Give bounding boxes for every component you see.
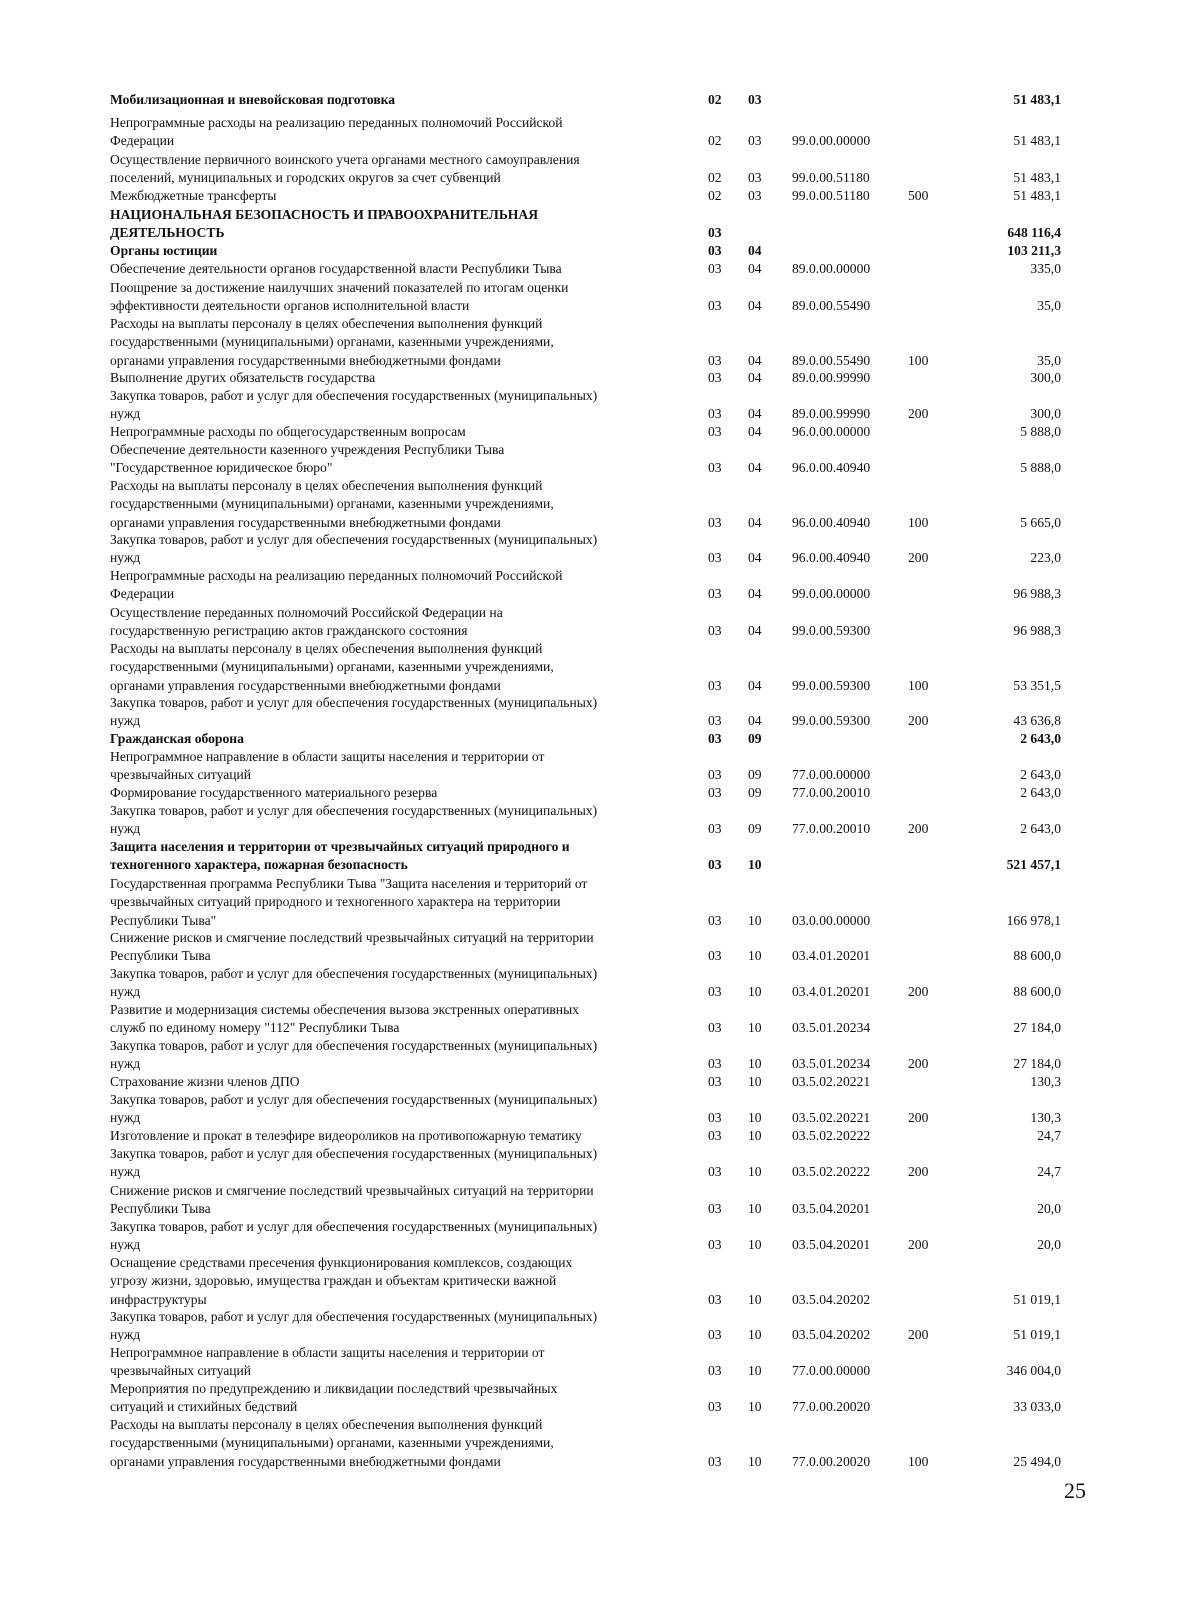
row-subsection-code: 09 [748, 730, 762, 746]
row-description: Страхование жизни членов ДПО [110, 1074, 300, 1089]
row-section-code: 03 [708, 1399, 722, 1415]
row-subsection-code: 10 [748, 1020, 762, 1036]
row-subsection-code: 10 [748, 1237, 762, 1253]
table-row [0, 730, 1200, 748]
row-description: Закупка товаров, работ и услуг для обеспечения государственных (муниципальных) нужд [110, 966, 598, 1000]
row-subsection-code: 04 [748, 460, 762, 476]
row-section-code: 03 [708, 242, 722, 258]
row-description: Расходы на выплаты персоналу в целях обеспечения выполнения функций государственными (муниципальными) органами, казенными учреждениями, органами управления государственными внебюджетными фондами [110, 478, 554, 530]
row-amount: 24,7 [1037, 1164, 1061, 1180]
table-row [0, 567, 1200, 604]
row-target-article: 96.0.00.00000 [792, 423, 871, 439]
row-section-code: 03 [708, 784, 722, 800]
row-subsection-code: 04 [748, 352, 762, 368]
row-expense-type: 200 [908, 406, 929, 422]
row-amount: 521 457,1 [1006, 857, 1061, 873]
row-amount: 88 600,0 [1013, 984, 1061, 1000]
row-target-article: 03.4.01.20201 [792, 948, 871, 964]
table-row [0, 875, 1200, 930]
row-section-code: 03 [708, 857, 722, 873]
row-description: Закупка товаров, работ и услуг для обеспечения государственных (муниципальных) нужд [110, 1092, 598, 1126]
row-section-code: 03 [708, 352, 722, 368]
row-section-code: 03 [708, 1020, 722, 1036]
row-section-code: 02 [708, 133, 722, 149]
table-row [0, 114, 1200, 151]
row-section-code: 03 [708, 912, 722, 928]
row-section-code: 03 [708, 1363, 722, 1379]
table-row [0, 151, 1200, 188]
row-target-article: 03.5.04.20201 [792, 1201, 871, 1217]
row-section-code: 03 [708, 1237, 722, 1253]
row-target-article: 99.0.00.51180 [792, 187, 870, 203]
row-subsection-code: 10 [748, 1201, 762, 1217]
row-target-article: 03.5.04.20202 [792, 1327, 871, 1343]
row-subsection-code: 04 [748, 514, 762, 530]
table-row [0, 1037, 1200, 1074]
row-section-code: 03 [708, 1291, 722, 1307]
row-amount: 300,0 [1030, 369, 1061, 385]
row-section-code: 03 [708, 623, 722, 639]
table-row [0, 929, 1200, 966]
row-description: Формирование государственного материального резерва [110, 785, 438, 800]
row-expense-type: 100 [908, 352, 929, 368]
row-description: Непрограммные расходы по общегосударственным вопросам [110, 424, 466, 439]
row-target-article: 99.0.00.00000 [792, 133, 871, 149]
row-subsection-code: 10 [748, 912, 762, 928]
row-expense-type: 200 [908, 713, 929, 729]
row-target-article: 96.0.00.40940 [792, 514, 871, 530]
row-amount: 223,0 [1030, 550, 1061, 566]
row-amount: 5 888,0 [1020, 460, 1061, 476]
row-subsection-code: 10 [748, 948, 762, 964]
row-target-article: 99.0.00.59300 [792, 677, 871, 693]
row-description: Мероприятия по предупреждению и ликвидации последствий чрезвычайных ситуаций и стихийных бедствий [110, 1381, 558, 1415]
row-description: Закупка товаров, работ и услуг для обеспечения государственных (муниципальных) нужд [110, 695, 598, 729]
table-row [0, 1127, 1200, 1145]
row-subsection-code: 04 [748, 550, 762, 566]
row-amount: 96 988,3 [1013, 586, 1061, 602]
row-section-code: 03 [708, 677, 722, 693]
row-target-article: 89.0.00.00000 [792, 260, 871, 276]
row-description: Обеспечение деятельности органов государственной власти Республики Тыва [110, 261, 562, 276]
row-description: Расходы на выплаты персоналу в целях обеспечения выполнения функций государственными (муниципальными) органами, казенными учреждениями, органами управления государственными внебюджетными фондами [110, 1417, 554, 1469]
row-target-article: 96.0.00.40940 [792, 550, 871, 566]
row-amount: 88 600,0 [1013, 948, 1061, 964]
row-target-article: 99.0.00.51180 [792, 170, 870, 186]
row-section-code: 03 [708, 821, 722, 837]
page-number: 25 [1064, 1478, 1086, 1503]
row-section-code: 03 [708, 423, 722, 439]
row-target-article: 03.5.04.20202 [792, 1291, 871, 1307]
row-target-article: 99.0.00.59300 [792, 713, 871, 729]
table-row [0, 242, 1200, 260]
row-description: Осуществление первичного воинского учета органами местного самоуправления поселений, муниципальных и городских округов за счет субвенций [110, 152, 580, 186]
row-description: Межбюджетные трансферты [110, 188, 277, 203]
row-section-code: 03 [708, 1327, 722, 1343]
row-subsection-code: 09 [748, 784, 762, 800]
row-expense-type: 200 [908, 1327, 929, 1343]
row-subsection-code: 10 [748, 1453, 762, 1469]
table-row [0, 187, 1200, 205]
row-target-article: 77.0.00.00000 [792, 1363, 871, 1379]
row-amount: 5 665,0 [1020, 514, 1061, 530]
table-row [0, 423, 1200, 441]
table-row [0, 1416, 1200, 1471]
row-target-article: 03.5.01.20234 [792, 1056, 871, 1072]
row-amount: 130,3 [1030, 1110, 1061, 1126]
table-row [0, 965, 1200, 1002]
row-amount: 2 643,0 [1020, 784, 1061, 800]
row-amount: 27 184,0 [1013, 1056, 1061, 1072]
row-expense-type: 100 [908, 677, 929, 693]
table-row [0, 369, 1200, 387]
row-description: Изготовление и прокат в телеэфире видеороликов на противопожарную тематику [110, 1128, 582, 1143]
row-description: Гражданская оборона [110, 731, 244, 746]
row-target-article: 03.5.02.20221 [792, 1110, 871, 1126]
row-description: Расходы на выплаты персоналу в целях обеспечения выполнения функций государственными (муниципальными) органами, казенными учреждениями, органами управления государственными внебюджетными фондами [110, 641, 554, 693]
row-subsection-code: 04 [748, 406, 762, 422]
row-section-code: 03 [708, 1110, 722, 1126]
row-amount: 53 351,5 [1013, 677, 1061, 693]
row-target-article: 89.0.00.99990 [792, 369, 871, 385]
row-target-article: 03.5.04.20201 [792, 1237, 871, 1253]
row-section-code: 03 [708, 1164, 722, 1180]
row-amount: 300,0 [1030, 406, 1061, 422]
row-amount: 96 988,3 [1013, 623, 1061, 639]
table-row [0, 315, 1200, 370]
row-amount: 5 888,0 [1020, 423, 1061, 439]
row-section-code: 03 [708, 298, 722, 314]
row-amount: 166 978,1 [1006, 912, 1061, 928]
row-amount: 20,0 [1037, 1201, 1061, 1217]
row-target-article: 89.0.00.55490 [792, 352, 871, 368]
row-description: Закупка товаров, работ и услуг для обеспечения государственных (муниципальных) нужд [110, 1219, 598, 1253]
row-section-code: 03 [708, 1453, 722, 1469]
row-description: Закупка товаров, работ и услуг для обеспечения государственных (муниципальных) нужд [110, 532, 598, 566]
row-target-article: 77.0.00.20020 [792, 1453, 871, 1469]
row-description: Выполнение других обязательств государства [110, 370, 376, 385]
row-amount: 130,3 [1030, 1073, 1061, 1089]
table-row [0, 279, 1200, 316]
table-row [0, 1254, 1200, 1309]
row-subsection-code: 10 [748, 1110, 762, 1126]
row-section-code: 03 [708, 1073, 722, 1089]
row-subsection-code: 10 [748, 1399, 762, 1415]
row-description: Поощрение за достижение наилучших значений показателей по итогам оценки эффективности деятельности органов исполнительной власти [110, 280, 569, 314]
row-subsection-code: 03 [748, 187, 762, 203]
row-description: Непрограммные расходы на реализацию переданных полномочий Российской Федерации [110, 568, 563, 602]
table-row [0, 441, 1200, 478]
row-amount: 103 211,3 [1007, 242, 1061, 258]
table-row [0, 640, 1200, 695]
row-subsection-code: 04 [748, 586, 762, 602]
row-description: Обеспечение деятельности казенного учреждения Республики Тыва "Государственное юридическое бюро" [110, 442, 505, 476]
table-row [0, 784, 1200, 802]
row-subsection-code: 04 [748, 677, 762, 693]
row-description: Органы юстиции [110, 243, 218, 258]
row-subsection-code: 03 [748, 91, 762, 107]
row-expense-type: 200 [908, 1110, 929, 1126]
row-target-article: 96.0.00.40940 [792, 460, 871, 476]
row-section-code: 03 [708, 767, 722, 783]
row-description: Мобилизационная и вневойсковая подготовка [110, 92, 396, 107]
row-target-article: 77.0.00.00000 [792, 767, 871, 783]
row-expense-type: 100 [908, 514, 929, 530]
row-section-code: 03 [708, 514, 722, 530]
row-section-code: 02 [708, 91, 722, 107]
row-subsection-code: 10 [748, 1363, 762, 1379]
row-description: Закупка товаров, работ и услуг для обеспечения государственных (муниципальных) нужд [110, 388, 598, 422]
row-subsection-code: 09 [748, 821, 762, 837]
row-subsection-code: 10 [748, 1056, 762, 1072]
row-description: Государственная программа Республики Тыва "Защита населения и территорий от чрезвычайных ситуаций природного и техногенного характера на территории Республики Тыва" [110, 876, 588, 928]
row-description: Непрограммное направление в области защиты населения и территории от чрезвычайных ситуаций [110, 1345, 545, 1379]
table-row [0, 531, 1200, 568]
row-section-code: 03 [708, 586, 722, 602]
row-description: Защита населения и территории от чрезвычайных ситуаций природного и техногенного характера, пожарная безопасность [110, 839, 570, 873]
row-subsection-code: 10 [748, 857, 762, 873]
table-row [0, 1073, 1200, 1091]
row-description: Оснащение средствами пресечения функционирования комплексов, создающих угрозу жизни, здоровью, имущества граждан и объектам критически важной инфраструктуры [110, 1255, 573, 1307]
row-target-article: 03.4.01.20201 [792, 984, 871, 1000]
row-amount: 51 019,1 [1013, 1291, 1061, 1307]
row-amount: 27 184,0 [1013, 1020, 1061, 1036]
row-section-code: 03 [708, 730, 722, 746]
row-subsection-code: 10 [748, 1164, 762, 1180]
table-row [0, 1218, 1200, 1255]
row-section-code: 03 [708, 225, 722, 241]
row-amount: 33 033,0 [1013, 1399, 1061, 1415]
table-row [0, 91, 1200, 109]
row-amount: 51 019,1 [1013, 1327, 1061, 1343]
table-row [0, 1380, 1200, 1417]
row-amount: 648 116,4 [1007, 225, 1061, 241]
row-section-code: 03 [708, 369, 722, 385]
row-section-code: 03 [708, 948, 722, 964]
row-target-article: 99.0.00.00000 [792, 586, 871, 602]
table-row [0, 1308, 1200, 1345]
row-subsection-code: 10 [748, 1291, 762, 1307]
row-target-article: 03.5.02.20221 [792, 1073, 871, 1089]
table-row [0, 1344, 1200, 1381]
row-section-code: 02 [708, 187, 722, 203]
table-row [0, 206, 1200, 243]
row-subsection-code: 10 [748, 1073, 762, 1089]
table-row [0, 1145, 1200, 1182]
row-amount: 43 636,8 [1013, 713, 1061, 729]
row-target-article: 03.5.02.20222 [792, 1164, 871, 1180]
row-description: Закупка товаров, работ и услуг для обеспечения государственных (муниципальных) нужд [110, 1309, 598, 1343]
row-subsection-code: 10 [748, 1127, 762, 1143]
row-subsection-code: 04 [748, 713, 762, 729]
row-subsection-code: 04 [748, 260, 762, 276]
table-row [0, 694, 1200, 731]
row-section-code: 02 [708, 170, 722, 186]
row-subsection-code: 04 [748, 242, 762, 258]
row-subsection-code: 04 [748, 369, 762, 385]
row-target-article: 03.5.01.20234 [792, 1020, 871, 1036]
row-target-article: 77.0.00.20020 [792, 1399, 871, 1415]
table-row [0, 748, 1200, 785]
row-expense-type: 100 [908, 1453, 929, 1469]
row-target-article: 03.0.00.00000 [792, 912, 871, 928]
row-amount: 51 483,1 [1013, 187, 1061, 203]
row-amount: 35,0 [1037, 352, 1061, 368]
row-target-article: 77.0.00.20010 [792, 821, 871, 837]
row-expense-type: 200 [908, 1164, 929, 1180]
table-row [0, 1091, 1200, 1128]
row-section-code: 03 [708, 260, 722, 276]
row-description: Расходы на выплаты персоналу в целях обеспечения выполнения функций государственными (муниципальными) органами, казенными учреждениями, органами управления государственными внебюджетными фондами [110, 316, 554, 368]
row-amount: 2 643,0 [1020, 767, 1061, 783]
row-expense-type: 200 [908, 1056, 929, 1072]
table-row [0, 802, 1200, 839]
row-expense-type: 200 [908, 984, 929, 1000]
table-row [0, 260, 1200, 278]
row-subsection-code: 03 [748, 133, 762, 149]
row-description: Закупка товаров, работ и услуг для обеспечения государственных (муниципальных) нужд [110, 803, 598, 837]
row-description: Непрограммные расходы на реализацию переданных полномочий Российской Федерации [110, 115, 563, 149]
table-row [0, 604, 1200, 641]
row-section-code: 03 [708, 406, 722, 422]
row-amount: 20,0 [1037, 1237, 1061, 1253]
row-amount: 24,7 [1037, 1127, 1061, 1143]
row-description: Осуществление переданных полномочий Российской Федерации на государственную регистрацию актов гражданского состояния [110, 605, 503, 639]
row-amount: 335,0 [1030, 260, 1061, 276]
row-description: Непрограммное направление в области защиты населения и территории от чрезвычайных ситуаций [110, 749, 545, 783]
row-section-code: 03 [708, 1056, 722, 1072]
row-amount: 51 483,1 [1013, 133, 1061, 149]
row-description: Развитие и модернизация системы обеспечения вызова экстренных оперативных служб по единому номеру "112" Республики Тыва [110, 1002, 579, 1036]
row-section-code: 03 [708, 460, 722, 476]
row-description: Снижение рисков и смягчение последствий чрезвычайных ситуаций на территории Республики Тыва [110, 1183, 594, 1217]
row-description: НАЦИОНАЛЬНАЯ БЕЗОПАСНОСТЬ И ПРАВООХРАНИТЕЛЬНАЯ ДЕЯТЕЛЬНОСТЬ [110, 207, 539, 241]
row-amount: 35,0 [1037, 298, 1061, 314]
row-description: Закупка товаров, работ и услуг для обеспечения государственных (муниципальных) нужд [110, 1146, 598, 1180]
row-amount: 2 643,0 [1020, 821, 1061, 837]
row-subsection-code: 10 [748, 1327, 762, 1343]
row-expense-type: 500 [908, 187, 929, 203]
table-row [0, 838, 1200, 875]
row-subsection-code: 04 [748, 623, 762, 639]
row-target-article: 99.0.00.59300 [792, 623, 871, 639]
row-target-article: 03.5.02.20222 [792, 1127, 871, 1143]
row-expense-type: 200 [908, 821, 929, 837]
row-expense-type: 200 [908, 1237, 929, 1253]
row-subsection-code: 10 [748, 984, 762, 1000]
row-amount: 2 643,0 [1020, 730, 1061, 746]
row-section-code: 03 [708, 984, 722, 1000]
table-row [0, 1001, 1200, 1038]
table-row [0, 387, 1200, 424]
row-section-code: 03 [708, 1127, 722, 1143]
row-target-article: 89.0.00.55490 [792, 298, 871, 314]
row-description: Закупка товаров, работ и услуг для обеспечения государственных (муниципальных) нужд [110, 1038, 598, 1072]
row-subsection-code: 04 [748, 298, 762, 314]
row-amount: 25 494,0 [1013, 1453, 1061, 1469]
row-amount: 346 004,0 [1006, 1363, 1061, 1379]
row-target-article: 89.0.00.99990 [792, 406, 871, 422]
row-section-code: 03 [708, 713, 722, 729]
row-target-article: 77.0.00.20010 [792, 784, 871, 800]
row-subsection-code: 09 [748, 767, 762, 783]
row-section-code: 03 [708, 1201, 722, 1217]
row-section-code: 03 [708, 550, 722, 566]
table-row [0, 477, 1200, 532]
row-amount: 51 483,1 [1013, 91, 1061, 107]
row-description: Снижение рисков и смягчение последствий чрезвычайных ситуаций на территории Республики Тыва [110, 930, 594, 964]
row-subsection-code: 04 [748, 423, 762, 439]
table-row [0, 1182, 1200, 1219]
row-subsection-code: 03 [748, 170, 762, 186]
row-expense-type: 200 [908, 550, 929, 566]
row-amount: 51 483,1 [1013, 170, 1061, 186]
